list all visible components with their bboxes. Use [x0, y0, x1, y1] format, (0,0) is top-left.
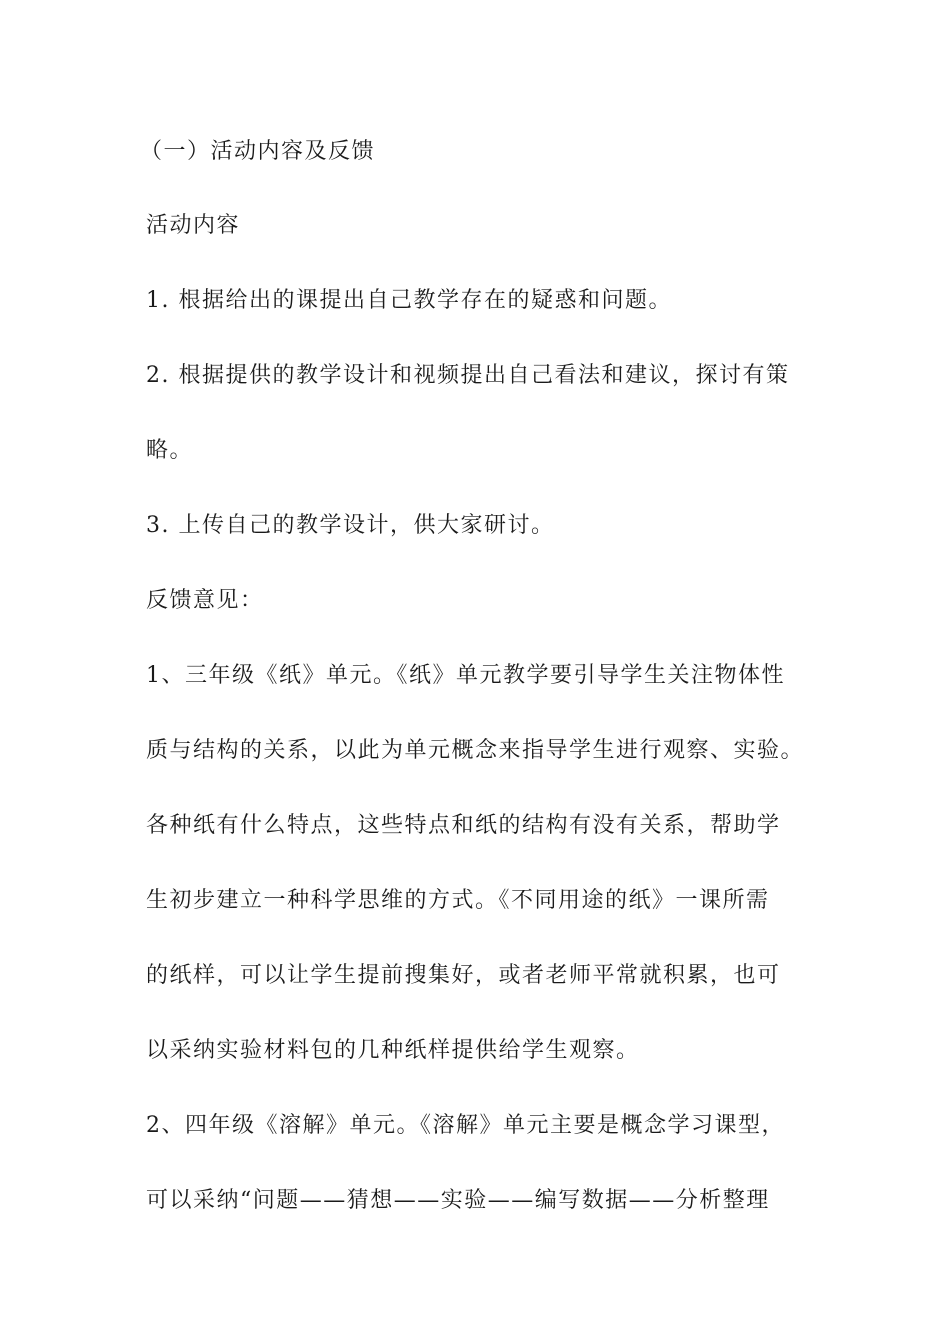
feedback-paragraph-2-line-2: 可以采纳“问题——猜想——实验——编写数据——分析整理: [146, 1188, 770, 1213]
feedback-paragraph-1-line-4: 生初步建立一种科学思维的方式。《不同用途的纸》一课所需: [146, 888, 770, 913]
feedback-paragraph-1-line-5: 的纸样，可以让学生提前搜集好，或者老师平常就积累，也可: [146, 963, 781, 988]
activity-item-2: 2. 根据提供的教学设计和视频提出自己看法和建议，探讨有策: [146, 363, 790, 388]
section-heading: （一）活动内容及反馈: [140, 139, 376, 164]
feedback-paragraph-1-line-2: 质与结构的关系，以此为单元概念来指导学生进行观察、实验。: [146, 738, 805, 763]
activity-item-3: 3. 上传自己的教学设计，供大家研讨。: [146, 513, 555, 538]
subheading-activity-content: 活动内容: [146, 213, 241, 238]
activity-item-2-continued: 略。: [146, 438, 194, 463]
feedback-paragraph-1-line-6: 以采纳实验材料包的几种纸样提供给学生观察。: [146, 1038, 640, 1063]
subheading-feedback: 反馈意见：: [146, 588, 264, 613]
feedback-paragraph-2-line-1: 2、四年级《溶解》单元。《溶解》单元主要是概念学习课型，: [146, 1113, 785, 1138]
feedback-paragraph-1-line-1: 1、三年级《纸》单元。《纸》单元教学要引导学生关注物体性: [146, 663, 785, 688]
feedback-paragraph-1-line-3: 各种纸有什么特点，这些特点和纸的结构有没有关系，帮助学: [146, 813, 781, 838]
activity-item-1: 1. 根据给出的课提出自己教学存在的疑惑和问题。: [146, 288, 672, 313]
